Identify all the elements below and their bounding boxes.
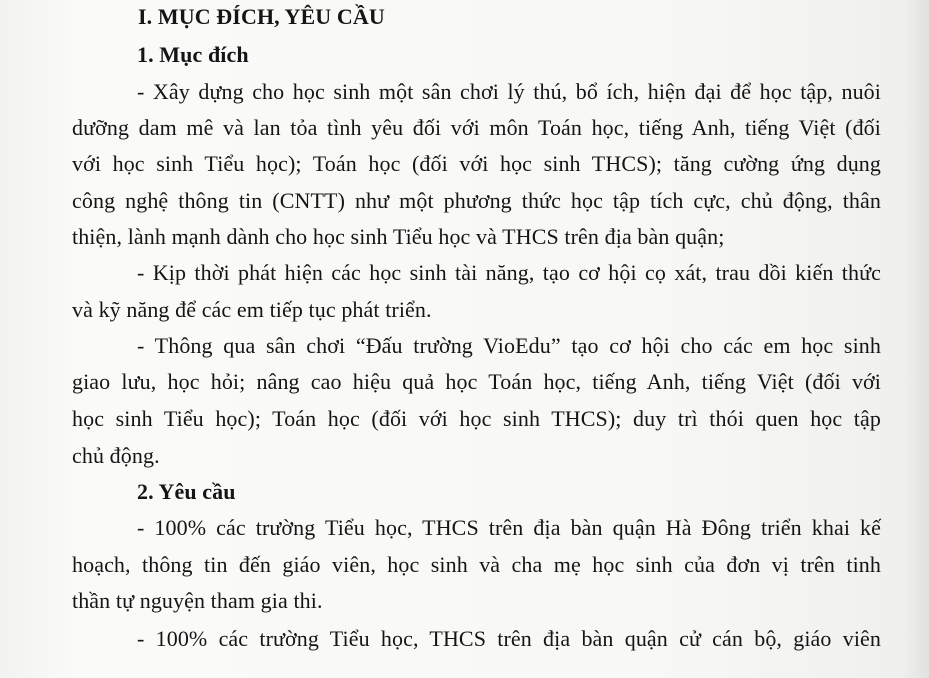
purpose-subsection-title: 1. Mục đích [137, 42, 249, 67]
purpose-line-8: - Thông qua sân chơi “Đấu trường VioEdu” tạo cơ hội cho các em học sinh [137, 333, 881, 358]
purpose-line-6: - Kịp thời phát hiện các học sinh tài năng, tạo cơ hội cọ xát, trau dồi kiến thức [137, 260, 881, 285]
purpose-line-5: thiện, lành mạnh dành cho học sinh Tiểu học và THCS trên địa bàn quận; [72, 224, 725, 249]
purpose-line-7: và kỹ năng để các em tiếp tục phát triển. [72, 297, 432, 322]
purpose-line-3: với học sinh Tiểu học); Toán học (đối với học sinh THCS); tăng cường ứng dụng [72, 151, 881, 176]
purpose-line-4: công nghệ thông tin (CNTT) như một phương thức học tập tích cực, chủ động, thân [72, 188, 881, 213]
purpose-line-9: giao lưu, học hỏi; nâng cao hiệu quả học Toán học, tiếng Anh, tiếng Việt (đối với [72, 369, 881, 394]
requirements-subsection-title: 2. Yêu cầu [137, 479, 236, 504]
section-title: I. MỤC ĐÍCH, YÊU CẦU [138, 4, 385, 29]
requirement-line-3: thần tự nguyện tham gia thi. [72, 588, 323, 613]
requirement-line-1: - 100% các trường Tiểu học, THCS trên địa bàn quận Hà Đông triển khai kế [137, 515, 881, 540]
purpose-line-1: - Xây dựng cho học sinh một sân chơi lý thú, bổ ích, hiện đại để học tập, nuôi [137, 79, 881, 104]
purpose-line-11: chủ động. [72, 443, 160, 468]
requirement-line-4: - 100% các trường Tiểu học, THCS trên địa bàn quận cử cán bộ, giáo viên [137, 626, 881, 651]
requirement-line-2: hoạch, thông tin đến giáo viên, học sinh và cha mẹ học sinh của đơn vị trên tinh [72, 552, 881, 577]
purpose-line-2: dưỡng dam mê và lan tỏa tình yêu đối với môn Toán học, tiếng Anh, tiếng Việt (đối [72, 115, 881, 140]
page-edge-shadow [901, 0, 929, 678]
purpose-line-10: học sinh Tiểu học); Toán học (đối với học sinh THCS); duy trì thói quen học tập [72, 406, 881, 431]
